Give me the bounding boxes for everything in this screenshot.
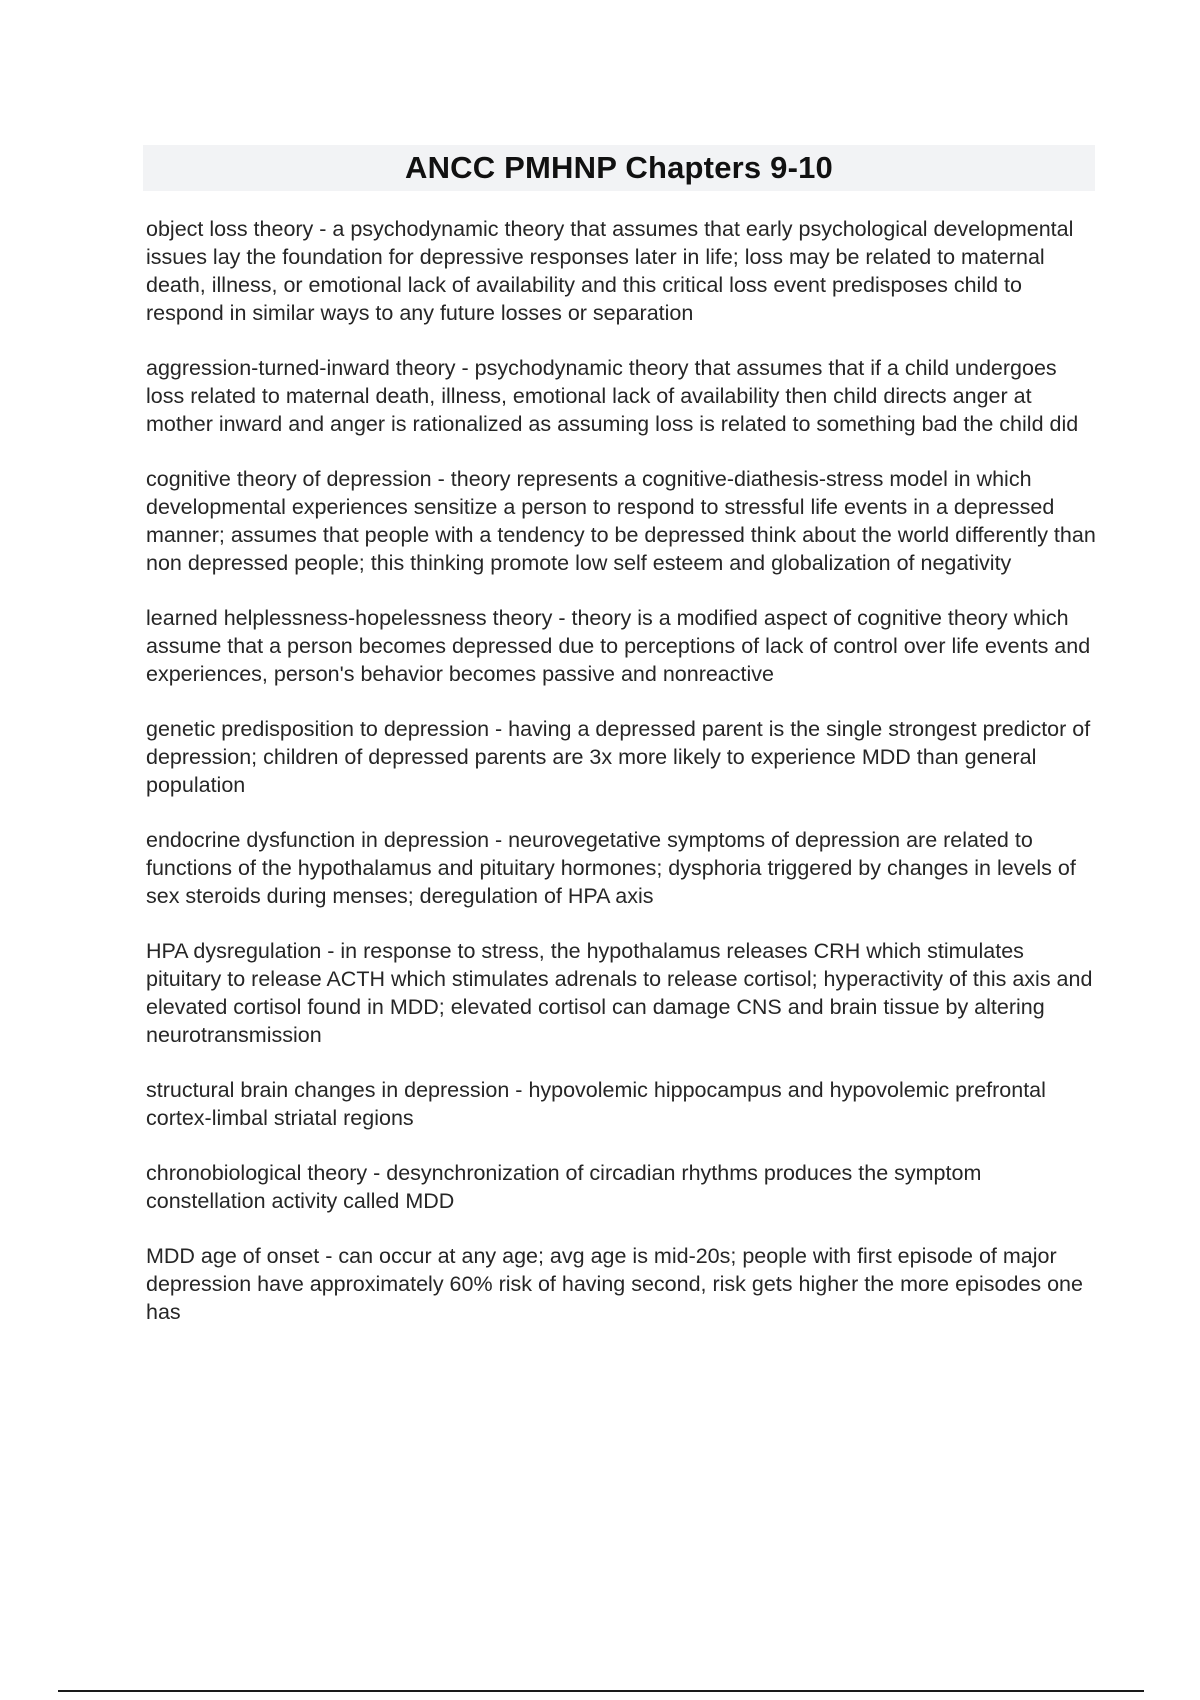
flashcard-entry [146,826,1096,910]
entry-separator: - [455,356,475,380]
entry-definition: desynchronization of circadian rhythms produces the symptom constellation activity called MDD [146,1161,982,1213]
entry-separator: - [313,217,333,241]
entry-term: cognitive theory of depression [146,467,432,491]
entry-definition: theory is a modified aspect of cognitive theory which assume that a person becomes depressed due to perceptions of lack of control over life events and experiences, person's behavior becomes passive and nonreactive [146,606,1091,686]
flashcard-entry [146,1242,1096,1326]
entry-definition: psychodynamic theory that assumes that if a child undergoes loss related to maternal death, illness, emotional lack of availability then child directs anger at mother inward and anger is rationalized as assuming loss is related to something bad the child did [146,356,1079,436]
entry-separator: - [319,1244,339,1268]
entry-term: object loss theory [146,217,314,241]
flashcard-entry [146,465,1096,577]
entry-separator: - [489,828,509,852]
entry-separator: - [431,467,451,491]
entry-definition: having a depressed parent is the single strongest predictor of depression; children of depressed parents are 3x more likely to experience MDD than general population [146,717,1091,797]
entry-separator: - [321,939,341,963]
entry-definition: a psychodynamic theory that assumes that early psychological developmental issues lay the foundation for depressive responses later in life; loss may be related to maternal death, illness, or emotional lack of availability and this critical loss event predisposes child to respond in similar ways to any future losses or separation [146,217,1074,325]
entry-term: endocrine dysfunction in depression [146,828,490,852]
entry-definition: theory represents a cognitive-diathesis-stress model in which developmental experiences sensitize a person to respond to stressful life events in a depressed manner; assumes that people with a tendency to be depressed think about the world differently than non depressed people; this thinking promote low self esteem and globalization of negativity [146,467,1096,575]
title-bar [143,145,1095,191]
flashcard-entry [146,715,1096,799]
entry-term: MDD age of onset [146,1244,320,1268]
entry-separator: - [552,606,572,630]
flashcard-entry [146,604,1096,688]
document-title: ANCC PMHNP Chapters 9-10 [405,150,833,185]
flashcard-list [146,215,1096,1353]
entry-term: structural brain changes in depression [146,1078,510,1102]
entry-term: aggression-turned-inward theory [146,356,456,380]
entry-separator: - [489,717,509,741]
entry-term: learned helplessness-hopelessness theory [146,606,553,630]
entry-separator: - [509,1078,529,1102]
entry-separator: - [367,1161,387,1185]
flashcard-entry [146,1076,1096,1132]
entry-term: genetic predisposition to depression [146,717,490,741]
entry-term: chronobiological theory [146,1161,368,1185]
flashcard-entry [146,937,1096,1049]
flashcard-entry [146,1159,1096,1215]
entry-definition: can occur at any age; avg age is mid-20s; people with first episode of major depression have approximately 60% risk of having second, risk gets higher the more episodes one has [146,1244,1083,1324]
entry-definition: hypovolemic hippocampus and hypovolemic prefrontal cortex-limbal striatal regions [146,1078,1046,1130]
entry-term: HPA dysregulation [146,939,322,963]
entry-definition: neurovegetative symptoms of depression are related to functions of the hypothalamus and pituitary hormones; dysphoria triggered by changes in levels of sex steroids during menses; deregulation of HPA axis [146,828,1076,908]
entry-definition: in response to stress, the hypothalamus releases CRH which stimulates pituitary to release ACTH which stimulates adrenals to release cortisol; hyperactivity of this axis and elevated cortisol found in MDD; elevated cortisol can damage CNS and brain tissue by altering neurotransmission [146,939,1093,1047]
flashcard-entry [146,215,1096,327]
flashcard-entry [146,354,1096,438]
footer-divider [58,1690,1144,1692]
